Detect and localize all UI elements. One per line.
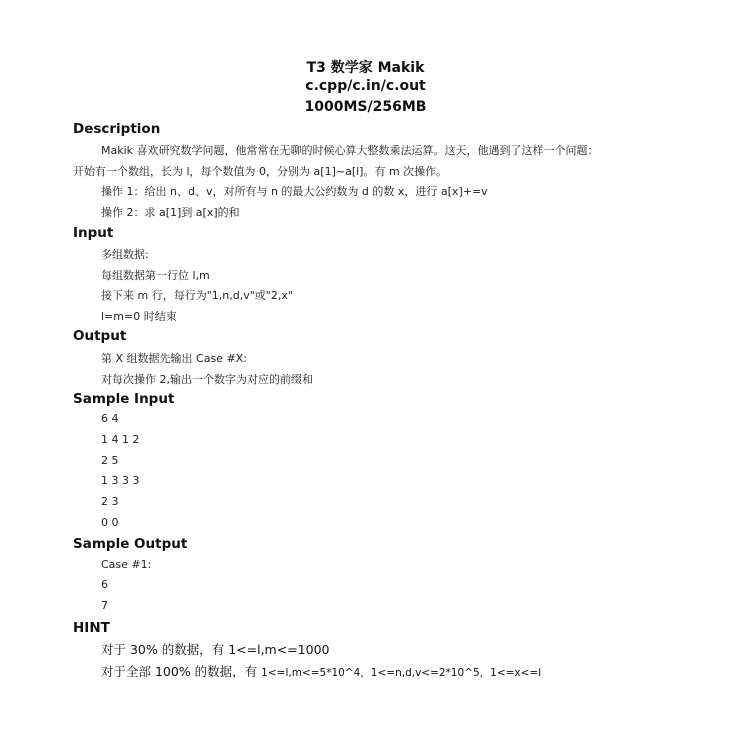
hint-line-1: 对于 30% 的数据，有 1<=l,m<=1000 [101,642,330,657]
description-line: 开始有一个数组，长为 l，每个数值为 0，分别为 a[1]~a[l]。有 m 次操作。 [73,165,448,178]
description-line: 操作 1：给出 n、d、v，对所有与 n 的最大公约数为 d 的数 x，进行 a[x]+=v [101,185,488,198]
description-heading: Description [73,121,161,137]
sample-input-line: 2 3 [101,495,119,508]
sample-output-line: Case #1: [101,558,152,571]
limits: 1000MS/256MB [304,99,427,115]
hint-line-2 [101,662,541,680]
input-line: l=m=0 时结束 [101,310,177,323]
file-names: c.cpp/c.in/c.out [305,78,426,94]
input-line: 多组数据: [101,248,149,261]
input-line: 每组数据第一行位 l,m [101,269,210,282]
hint-heading: HINT [73,620,110,636]
sample-input-line: 6 4 [101,412,119,425]
description-line: 操作 2：求 a[1]到 a[x]的和 [101,206,240,219]
output-heading: Output [73,328,127,344]
sample-input-line: 0 0 [101,516,119,529]
output-line: 对每次操作 2,输出一个数字为对应的前缀和 [101,373,313,386]
hint-line-2-constraints: 1<=l,m<=5*10^4，1<=n,d,v<=2*10^5，1<=x<=l [261,667,542,679]
problem-title: T3 数学家 Makik [306,60,425,76]
sample-output-line: 7 [101,599,108,612]
sample-input-line: 1 4 1 2 [101,433,140,446]
sample-input-line: 1 3 3 3 [101,474,140,487]
hint-line-2-main: 对于全部 100% 的数据，有 [101,664,262,679]
input-heading: Input [73,225,114,241]
sample-output-line: 6 [101,578,108,591]
sample-input-heading: Sample Input [73,391,175,407]
sample-input-line: 2 5 [101,454,119,467]
input-line: 接下来 m 行，每行为"1,n,d,v"或"2,x" [101,289,293,302]
output-line: 第 X 组数据先输出 Case #X: [101,352,247,365]
description-line: Makik 喜欢研究数学问题，他常常在无聊的时候心算大整数乘法运算。这天，他遇到了这样一个问题： [101,144,599,157]
sample-output-heading: Sample Output [73,536,188,552]
